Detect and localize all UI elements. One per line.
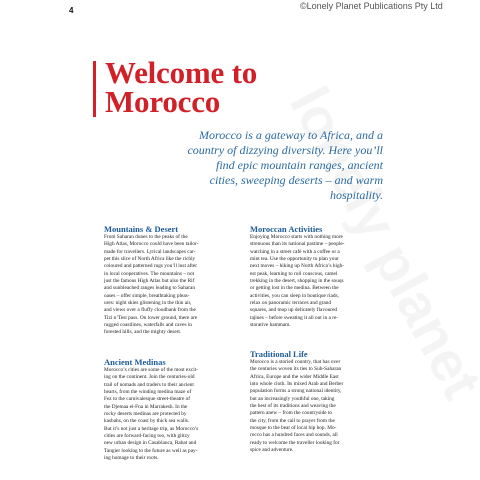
- body-line: in local cooperatives. The mountains – not: [104, 270, 195, 277]
- body-line: trail of nomads and traders to their ancient: [104, 381, 194, 388]
- body-line: the centuries woven its ties to Sub-Saharan: [250, 366, 342, 373]
- intro-paragraph: [140, 128, 383, 203]
- body-line: and views over a fluffy cloudbank from the: [104, 307, 196, 314]
- body-line: strenuous than its national pastime – people-: [250, 241, 345, 248]
- body-line: watching in a street café with a coffee or a: [250, 248, 340, 255]
- body-line: squares, and mop up delicately flavoured: [250, 307, 338, 314]
- body-line: the city, from the call to prayer from the: [250, 417, 335, 424]
- body-line: est peak, learning to roll couscous, camel: [250, 270, 338, 277]
- body-line: spice and adventure.: [250, 447, 294, 454]
- intro-line: country of dizzying diversity. Here you’ll: [187, 143, 383, 157]
- section-ancient-medinas: [104, 357, 239, 462]
- body-line: the Djemaa el-Fna in Marrakesh. In the: [104, 403, 188, 410]
- title-accent-bar: [93, 61, 96, 117]
- body-line: ready to welcome the traveller looking for: [250, 439, 340, 446]
- body-line: Fez to the carnivalesque street-theatre of: [104, 396, 191, 403]
- body-line: relax on panoramic terraces and grand: [250, 300, 332, 307]
- body-line: next moves – hiking up North Africa’s high-: [250, 263, 345, 270]
- section-heading: Ancient Medinas: [104, 357, 166, 367]
- copyright-notice: ©Lonely Planet Publications Pty Ltd: [300, 1, 443, 11]
- section-heading: Mountains & Desert: [104, 224, 179, 234]
- section-moroccan-activities: [250, 224, 385, 329]
- body-line: pet this slice of North Africa like the richly: [104, 256, 196, 263]
- body-line: oases – offer simple, breathtaking pleas-: [104, 292, 190, 299]
- body-line: ures: night skies glistening in the thin air,: [104, 300, 192, 307]
- body-line: rocco has a hundred faces and sounds, all: [250, 432, 338, 439]
- intro-line: find epic mountain ranges, ancient: [216, 158, 383, 172]
- body-line: Morocco’s cities are some of the most excit-: [104, 367, 198, 373]
- body-line: rocky deserts medinas are protected by: [104, 411, 187, 418]
- body-line: made for travellers. Lyrical landscapes car-: [104, 248, 196, 255]
- body-line: Africa, Europe and the wider Middle East: [250, 373, 339, 380]
- body-line: storative hammam.: [250, 322, 291, 329]
- section-traditional-life: [250, 349, 385, 454]
- body-line: Enjoying Morocco starts with nothing more: [250, 234, 343, 240]
- intro-line: cities, sweeping deserts – and warm: [209, 173, 383, 187]
- section-heading: Traditional Life: [250, 349, 308, 359]
- body-line: tajines – before sweating it all out in a re-: [250, 314, 339, 321]
- body-line: From Saharan dunes to the peaks of the: [104, 234, 188, 240]
- body-line: Tizi n’Test pass. On lower ground, there are: [104, 314, 198, 321]
- body-line: and sunbleached ranges leading to Saharan: [104, 285, 196, 292]
- intro-line: hospitality.: [329, 188, 383, 202]
- section-body: [104, 367, 239, 462]
- body-line: hearts, from the winding medina maze of: [104, 389, 192, 396]
- body-line: activities, you can sleep in boutique riads,: [250, 292, 339, 299]
- body-line: But it’s not just a heritage trip, as Morocco’s: [104, 425, 199, 432]
- page-title: [105, 55, 258, 119]
- body-line: mint tea. Use the opportunity to plan your: [250, 256, 339, 263]
- body-line: pattern anew – from the countryside to: [250, 410, 333, 417]
- body-line: forested hills, and the mighty desert.: [104, 329, 182, 336]
- body-line: mosque to the beat of local hip hop. Mo-: [250, 425, 337, 432]
- page-title-line: Welcome to: [105, 55, 258, 90]
- section-mountains-desert: [104, 224, 239, 337]
- intro-line: Morocco is a gateway to Africa, and a: [199, 128, 383, 142]
- body-line: coloured and patterned rugs you’ll lust after: [104, 263, 197, 270]
- page-number: 4: [69, 6, 74, 15]
- body-line: ing on the continent. Join the centuries-old: [104, 374, 195, 381]
- body-line: new urban design in Casablanca, Rabat and: [104, 440, 197, 447]
- body-line: kasbahs, on the coast by thick sea walls.: [104, 418, 190, 425]
- body-line: Tangier looking to the future as well as pay-: [104, 447, 198, 454]
- section-body: [250, 359, 385, 454]
- body-line: trekking in the desert, shopping in the souqs: [250, 278, 344, 285]
- body-line: rugged coastlines, waterfalls and caves in: [104, 322, 192, 329]
- body-line: ing homage to their roots.: [104, 455, 159, 462]
- page-title-line: Morocco: [105, 84, 221, 119]
- body-line: or getting lost in the medina. Between the: [250, 285, 339, 292]
- body-line: Morocco is a storied country, that has over: [250, 359, 341, 365]
- body-line: cities are forward-facing too, with glitzy: [104, 433, 190, 440]
- section-heading: Moroccan Activities: [250, 224, 323, 234]
- body-line: the best of its traditions and weaving the: [250, 403, 336, 410]
- body-line: but an increasingly youthful one, taking: [250, 395, 335, 402]
- body-line: into whole cloth. Its mixed Arab and Berber: [250, 381, 344, 388]
- section-body: [104, 234, 239, 337]
- body-line: population forms a strong national identity,: [250, 388, 342, 395]
- body-line: High Atlas, Morocco could have been tailor-: [104, 241, 199, 248]
- section-body: [250, 234, 385, 329]
- body-line: just the famous High Atlas but also the Rif: [104, 278, 195, 285]
